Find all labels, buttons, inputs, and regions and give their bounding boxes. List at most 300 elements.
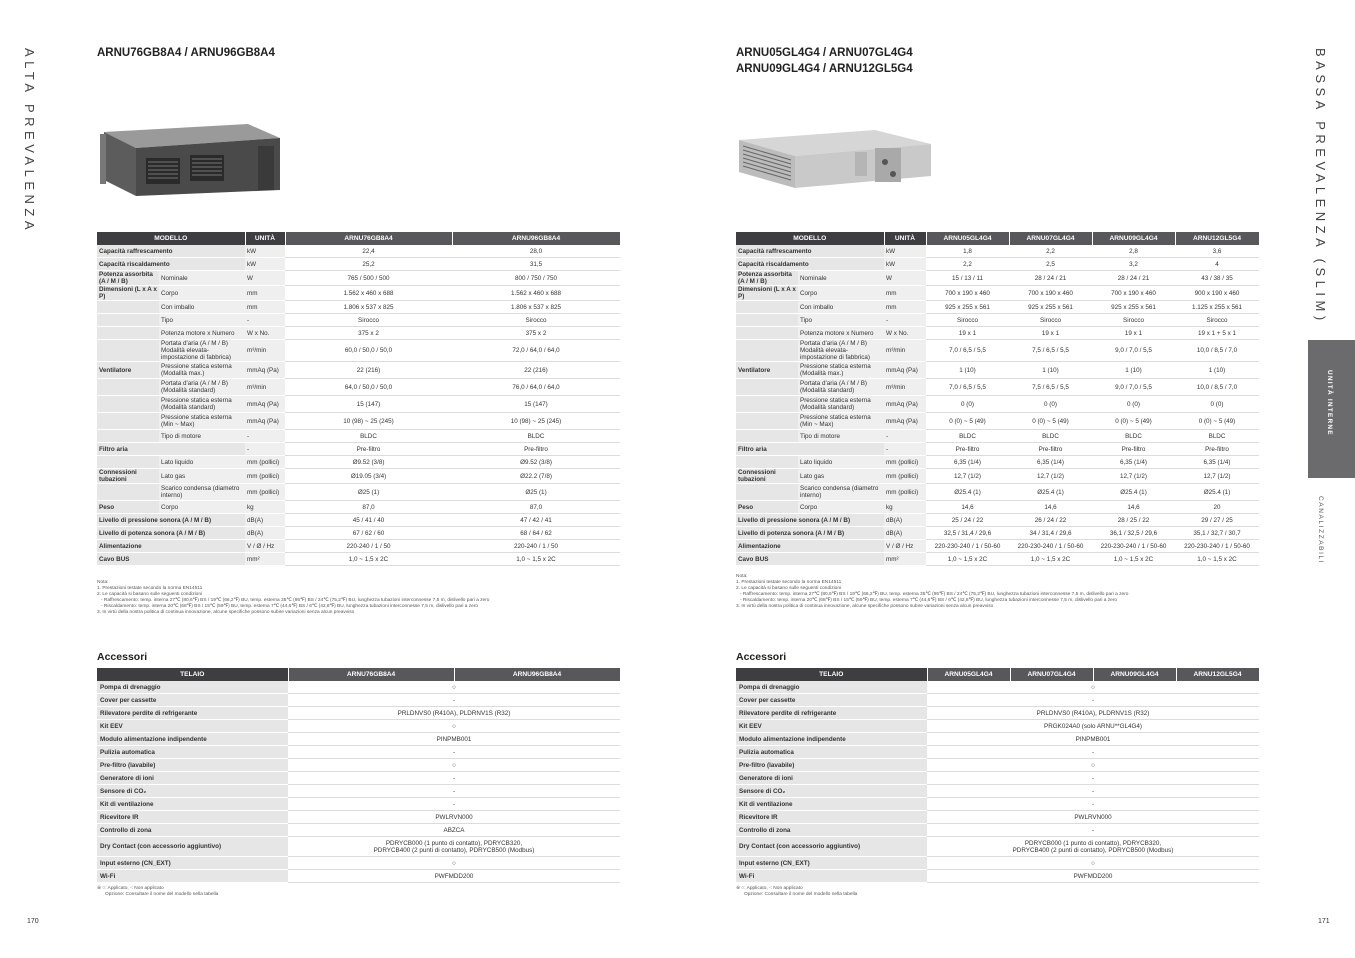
accessory-label: Pulizia automatica	[97, 746, 288, 759]
table-row	[736, 340, 1259, 362]
row-value: 64,0 / 50,0 / 50,0	[285, 379, 452, 396]
page-number-left: 170	[27, 918, 39, 925]
row-unit: m³/min	[884, 379, 926, 396]
row-value: 2,2	[926, 258, 1009, 271]
row-value: Pre-filtro	[452, 443, 620, 456]
row-value: BLDC	[1175, 430, 1259, 443]
table-row	[736, 824, 1259, 837]
accessory-value	[927, 857, 1259, 870]
row-value: 67 / 62 / 60	[285, 527, 452, 540]
row-value: 1,0 ~ 1,5 x 2C	[1009, 553, 1092, 566]
row-label: Alimentazione	[97, 540, 245, 553]
row-value: 1 (10)	[1175, 362, 1259, 379]
table-row	[97, 824, 620, 837]
accessory-label: Modulo alimentazione indipendente	[97, 733, 288, 746]
accessory-label: Kit di ventilazione	[736, 798, 927, 811]
note-line: - Raffrescamento: temp. interna 27℃ (80,6℉) BS / 19℃ (66,2℉) BU, temp. esterna 35℃ (95℉) BS / 24℃ (75,2℉) BU, lunghezza tubazioni interconnesse 7,5 m, dislivello pari a zero	[740, 592, 1129, 597]
accessory-label: Wi-Fi	[97, 870, 288, 883]
accessory-label: Ricevitore IR	[736, 811, 927, 824]
accessory-value	[288, 707, 620, 720]
table-row	[736, 870, 1259, 883]
row-label: Filtro aria	[736, 443, 884, 456]
header-unita: UNITÀ	[245, 232, 285, 245]
header-model: ARNU96GB8A4	[452, 232, 620, 245]
row-unit: mmAq (Pa)	[245, 413, 285, 430]
table-row	[97, 733, 620, 746]
row-value: 1,0 ~ 1,5 x 2C	[285, 553, 452, 566]
row-sublabel: Portata d'aria (A / M / B) Modalità elevata-impostazione di fabbrica)	[159, 340, 245, 362]
header-model: ARNU09GL4G4	[1093, 668, 1176, 681]
header-modello: MODELLO	[736, 232, 884, 245]
accessory-value-line: PWLRVN000	[435, 813, 473, 821]
row-value: 15 (147)	[285, 396, 452, 413]
row-label: Cavo BUS	[736, 553, 884, 566]
accessory-value-line: PDRYCB400 (2 punti di contatto), PDRYCB500 (Modbus)	[1012, 846, 1174, 854]
header-model: ARNU76GB8A4	[285, 232, 452, 245]
row-value: Ø25.4 (1)	[926, 484, 1009, 501]
accessory-value	[927, 772, 1259, 785]
row-label: Connessioni tubazioni	[97, 469, 159, 484]
row-unit: -	[884, 314, 926, 327]
row-label	[736, 301, 798, 314]
row-value: 12,7 (1/2)	[1009, 469, 1092, 484]
accessory-label: Cover per cassette	[736, 694, 927, 707]
row-unit: -	[245, 443, 285, 456]
row-value: 1.806 x 537 x 825	[285, 301, 452, 314]
row-value: 1,0 ~ 1,5 x 2C	[1092, 553, 1175, 566]
accessory-value-line: ABZCA	[443, 826, 465, 834]
row-value: Pre-filtro	[285, 443, 452, 456]
row-value: 6,35 (1/4)	[1092, 456, 1175, 469]
accessory-value	[288, 720, 620, 733]
product-image-right	[735, 122, 935, 198]
row-value: Sirocco	[1092, 314, 1175, 327]
accessory-label: Pre-filtro (lavabile)	[97, 759, 288, 772]
acc-note-line: ※ ○: Applicato, -: Non applicato	[736, 886, 803, 891]
row-value: 220-230-240 / 1 / 50-60	[1175, 540, 1259, 553]
row-value: 28 / 25 / 22	[1092, 514, 1175, 527]
table-row	[736, 837, 1259, 857]
row-label: Livello di pressione sonora (A / M / B)	[97, 514, 245, 527]
accessory-value-line: -	[452, 774, 456, 782]
row-value: 925 x 255 x 561	[1092, 301, 1175, 314]
accessory-value	[927, 785, 1259, 798]
header-model: ARNU76GB8A4	[288, 668, 454, 681]
section-tab-label: UNITÀ INTERNE	[1326, 370, 1333, 436]
row-value: Sirocco	[1009, 314, 1092, 327]
row-label: Cavo BUS	[97, 553, 245, 566]
model-title-right	[736, 45, 913, 77]
row-value: 14,6	[1092, 501, 1175, 514]
row-unit: mm	[245, 286, 285, 301]
accessory-value	[288, 733, 620, 746]
side-title-left: ALTA PREVALENZA	[22, 48, 37, 234]
row-value: 2,5	[1009, 258, 1092, 271]
row-value: 1.125 x 255 x 561	[1175, 301, 1259, 314]
accessori-title-right: Accessori	[736, 651, 787, 663]
table-row	[736, 759, 1259, 772]
table-row	[97, 798, 620, 811]
table-row	[736, 720, 1259, 733]
row-value: 10,0 / 8,5 / 7,0	[1175, 379, 1259, 396]
table-row	[97, 857, 620, 870]
row-sublabel: Con imballo	[159, 301, 245, 314]
row-value: 60,0 / 50,0 / 50,0	[285, 340, 452, 362]
row-value: 29 / 27 / 25	[1175, 514, 1259, 527]
table-row	[97, 469, 620, 484]
accessory-label: Pompa di drenaggio	[736, 681, 927, 694]
row-label: Livello di pressione sonora (A / M / B)	[736, 514, 884, 527]
row-value: 28 / 24 / 21	[1092, 271, 1175, 286]
accessory-label: Dry Contact (con accessorio aggiuntivo)	[97, 837, 288, 857]
header-telaio: TELAIO	[736, 668, 927, 681]
note-line: - Riscaldamento: temp. interna 20℃ (68℉) BS / 15℃ (59℉) BU, temp. esterna 7℃ (44,6℉) BS / 6℃ (42,8℉) BU, lunghezza tubazioni interconnesse 7,5 m, dislivello pari a zero	[101, 604, 479, 609]
table-row	[736, 327, 1259, 340]
row-unit: kg	[884, 501, 926, 514]
table-row	[97, 837, 620, 857]
row-sublabel: Corpo	[798, 286, 884, 301]
row-unit: mm (pollici)	[245, 484, 285, 501]
accessory-value	[927, 759, 1259, 772]
row-value: 1,0 ~ 1,5 x 2C	[452, 553, 620, 566]
row-unit: kg	[245, 501, 285, 514]
row-label	[97, 413, 159, 430]
table-row	[736, 413, 1259, 430]
row-value: 72,0 / 64,0 / 64,0	[452, 340, 620, 362]
model-title-line: ARNU09GL4G4 / ARNU12GL5G4	[736, 63, 913, 75]
acc-note-line: Opzione: Consultare il nome del modello nella tabella	[105, 892, 219, 897]
accessory-label: Modulo alimentazione indipendente	[736, 733, 927, 746]
note-line: Nota:	[736, 574, 748, 579]
row-unit: kW	[884, 245, 926, 258]
table-row	[736, 286, 1259, 301]
row-value: 7,0 / 6,5 / 5,5	[926, 379, 1009, 396]
table-row	[736, 733, 1259, 746]
accessory-label: Pompa di drenaggio	[97, 681, 288, 694]
row-value: Ø25.4 (1)	[1009, 484, 1092, 501]
table-row	[97, 514, 620, 527]
row-unit: mm	[245, 301, 285, 314]
table-row	[97, 456, 620, 469]
row-unit: mm (pollici)	[884, 469, 926, 484]
row-value: 20	[1175, 501, 1259, 514]
row-unit: kW	[245, 245, 285, 258]
row-value: 28 / 24 / 21	[1009, 271, 1092, 286]
note-line: 1. Prestazioni testate secondo la norma EN14511	[736, 580, 842, 585]
row-value: 1 (10)	[1009, 362, 1092, 379]
row-value: 32,5 / 31,4 / 29,6	[926, 527, 1009, 540]
table-row	[97, 501, 620, 514]
row-unit: dB(A)	[245, 527, 285, 540]
accessory-value-line: -	[1091, 800, 1095, 808]
row-sublabel: Potenza motore x Numero	[798, 327, 884, 340]
row-unit: m³/min	[245, 340, 285, 362]
row-sublabel: Pressione statica esterna (Min ~ Max)	[159, 413, 245, 430]
row-value: 15 / 13 / 11	[926, 271, 1009, 286]
table-row	[736, 694, 1259, 707]
row-unit: mmAq (Pa)	[884, 362, 926, 379]
row-value: Pre-filtro	[1175, 443, 1259, 456]
accessory-value	[288, 811, 620, 824]
row-unit: V / Ø / Hz	[245, 540, 285, 553]
row-value: 6,35 (1/4)	[1175, 456, 1259, 469]
row-sublabel: Tipo	[159, 314, 245, 327]
row-value: 26 / 24 / 22	[1009, 514, 1092, 527]
row-sublabel: Tipo di motore	[798, 430, 884, 443]
row-value: 1,0 ~ 1,5 x 2C	[1175, 553, 1259, 566]
row-unit: mm	[884, 286, 926, 301]
header-model: ARNU09GL4G4	[1092, 232, 1175, 245]
accessory-value-line: PDRYCB400 (2 punti di contatto), PDRYCB500 (Modbus)	[373, 846, 535, 854]
row-unit: mmAq (Pa)	[245, 396, 285, 413]
accessory-label: Controllo di zona	[736, 824, 927, 837]
row-value: Ø19.05 (3/4)	[285, 469, 452, 484]
row-label: Capacità riscaldamento	[97, 258, 245, 271]
row-value: BLDC	[285, 430, 452, 443]
accessory-value	[288, 694, 620, 707]
row-sublabel: Lato liquido	[159, 456, 245, 469]
row-value: 19 x 1 + 5 x 1	[1175, 327, 1259, 340]
row-label: Alimentazione	[736, 540, 884, 553]
row-sublabel: Pressione statica esterna (Modalità standard)	[798, 396, 884, 413]
accessory-value-line: -	[1091, 696, 1095, 704]
table-row	[97, 379, 620, 396]
row-value: 3,6	[1175, 245, 1259, 258]
row-value: 12,7 (1/2)	[926, 469, 1009, 484]
header-model: ARNU12GL5G4	[1176, 668, 1259, 681]
row-value: 25 / 24 / 22	[926, 514, 1009, 527]
accessory-value	[288, 785, 620, 798]
note-line: 2. Le capacità si basano sulle seguenti condizioni	[97, 592, 203, 597]
accessory-label: Controllo di zona	[97, 824, 288, 837]
accessory-value	[927, 837, 1259, 857]
row-value: 0 (0) ~ 5 (49)	[1092, 413, 1175, 430]
row-sublabel: Potenza motore x Numero	[159, 327, 245, 340]
table-row	[736, 362, 1259, 379]
accessory-value-line: -	[1091, 826, 1095, 834]
row-value: 4	[1175, 258, 1259, 271]
table-row	[97, 746, 620, 759]
row-value: 43 / 38 / 35	[1175, 271, 1259, 286]
row-value: 45 / 41 / 40	[285, 514, 452, 527]
row-sublabel: Corpo	[159, 286, 245, 301]
table-row	[97, 396, 620, 413]
row-value: 22,4	[285, 245, 452, 258]
accessory-label: Generatore di ioni	[736, 772, 927, 785]
row-value: Sirocco	[1175, 314, 1259, 327]
accessory-label: Input esterno (CN_EXT)	[736, 857, 927, 870]
row-unit: mmAq (Pa)	[884, 396, 926, 413]
row-unit: mm (pollici)	[245, 456, 285, 469]
accessory-label: Ricevitore IR	[97, 811, 288, 824]
row-value: 6,35 (1/4)	[926, 456, 1009, 469]
header-model: ARNU05GL4G4	[927, 668, 1010, 681]
row-value: 87,0	[285, 501, 452, 514]
table-row	[97, 759, 620, 772]
row-unit: mm²	[245, 553, 285, 566]
row-unit: W x No.	[245, 327, 285, 340]
side-title-right: BASSA PREVALENZA (SLIM)	[1313, 48, 1328, 325]
row-label	[736, 327, 798, 340]
table-row	[736, 857, 1259, 870]
note-line: 3. In virtù della nostra politica di continua innovazione, alcune specifiche possono subire variazioni senza alcun preavviso	[97, 610, 355, 615]
accessory-value-line: PWFMDD200	[434, 872, 474, 880]
row-label: Ventilatore	[736, 362, 798, 379]
row-value: 14,6	[1009, 501, 1092, 514]
row-value: 220-240 / 1 / 50	[452, 540, 620, 553]
row-value: 1,8	[926, 245, 1009, 258]
row-unit: -	[884, 430, 926, 443]
row-label: Peso	[97, 501, 159, 514]
header-unita: UNITÀ	[884, 232, 926, 245]
row-value: 7,5 / 6,5 / 5,5	[1009, 340, 1092, 362]
row-sublabel: Nominale	[159, 271, 245, 286]
accessory-label: Kit di ventilazione	[97, 798, 288, 811]
row-sublabel: Corpo	[798, 501, 884, 514]
accessori-title-left: Accessori	[97, 651, 148, 663]
row-value: 10,0 / 8,5 / 7,0	[1175, 340, 1259, 362]
row-sublabel: Nominale	[798, 271, 884, 286]
row-label	[97, 379, 159, 396]
accessory-label: Generatore di ioni	[97, 772, 288, 785]
row-label	[736, 430, 798, 443]
model-title-line: ARNU05GL4G4 / ARNU07GL4G4	[736, 47, 913, 59]
accessory-value-line: PDRYCB000 (1 punto di contatto), PDRYCB320,	[385, 839, 523, 847]
table-row	[97, 870, 620, 883]
row-sublabel: Portata d'aria (A / M / B) Modalità elevata-impostazione di fabbrica)	[798, 340, 884, 362]
row-value: 0 (0) ~ 5 (49)	[1009, 413, 1092, 430]
accessory-label: Rilevatore perdite di refrigerante	[736, 707, 927, 720]
accessory-label: Pre-filtro (lavabile)	[736, 759, 927, 772]
row-sublabel: Lato gas	[159, 469, 245, 484]
accessory-value	[927, 746, 1259, 759]
table-row	[736, 484, 1259, 501]
row-value: 12,7 (1/2)	[1175, 469, 1259, 484]
accessory-value-line: PRLDNVS0 (R410A), PLDRNV1S (R32)	[1036, 709, 1150, 717]
row-value: 9,0 / 7,0 / 5,5	[1092, 379, 1175, 396]
header-model: ARNU96GB8A4	[454, 668, 620, 681]
accessory-label: Dry Contact (con accessorio aggiuntivo)	[736, 837, 927, 857]
accessory-value	[288, 746, 620, 759]
table-row	[736, 469, 1259, 484]
row-value: Ø25 (1)	[285, 484, 452, 501]
row-unit: -	[245, 430, 285, 443]
row-label: Capacità raffrescamento	[736, 245, 884, 258]
row-unit: mm²	[884, 553, 926, 566]
row-value: BLDC	[1092, 430, 1175, 443]
accessory-value	[927, 681, 1259, 694]
note-line: 3. In virtù della nostra politica di continua innovazione, alcune specifiche possono subire variazioni senza alcun preavviso	[736, 604, 994, 609]
row-value: Sirocco	[452, 314, 620, 327]
row-value: 700 x 190 x 460	[926, 286, 1009, 301]
table-row	[97, 681, 620, 694]
table-row	[736, 514, 1259, 527]
header-model: ARNU12GL5G4	[1175, 232, 1259, 245]
accessory-label: Sensore di CO₂	[97, 785, 288, 798]
acc-note-right	[736, 886, 1336, 898]
accessory-value-line: PRGK024A0 (solo ARNU**GL4G4)	[1044, 722, 1142, 730]
row-unit: m³/min	[245, 379, 285, 396]
header-model: ARNU05GL4G4	[926, 232, 1009, 245]
table-row	[97, 811, 620, 824]
row-value: Ø9.52 (3/8)	[285, 456, 452, 469]
table-row	[97, 484, 620, 501]
table-row	[736, 772, 1259, 785]
row-label: Capacità riscaldamento	[736, 258, 884, 271]
accessory-value	[927, 798, 1259, 811]
table-row	[97, 553, 620, 566]
accessory-label: Kit EEV	[97, 720, 288, 733]
table-row	[736, 785, 1259, 798]
row-value: 2,8	[1092, 245, 1175, 258]
accessori-table-left	[97, 668, 621, 883]
table-row	[736, 811, 1259, 824]
row-value: 220-230-240 / 1 / 50-60	[1009, 540, 1092, 553]
row-value: 10 (98) ~ 25 (245)	[285, 413, 452, 430]
accessory-label: Rilevatore perdite di refrigerante	[97, 707, 288, 720]
row-unit: kW	[245, 258, 285, 271]
row-value: BLDC	[452, 430, 620, 443]
row-unit: m³/min	[884, 340, 926, 362]
accessory-value-line: PDRYCB000 (1 punto di contatto), PDRYCB320,	[1024, 839, 1162, 847]
row-value: Ø9.52 (3/8)	[452, 456, 620, 469]
table-row	[97, 694, 620, 707]
row-label	[736, 314, 798, 327]
accessory-label: Sensore di CO₂	[736, 785, 927, 798]
row-label: Livello di potenza sonora (A / M / B)	[736, 527, 884, 540]
table-row	[97, 271, 620, 286]
row-value: 0 (0)	[926, 396, 1009, 413]
row-value: 0 (0)	[1092, 396, 1175, 413]
acc-note-line: Opzione: Consultare il nome del modello nella tabella	[744, 892, 858, 897]
note-line: 1. Prestazioni testate secondo la norma EN14511	[97, 586, 203, 591]
row-value: 220-230-240 / 1 / 50-60	[1092, 540, 1175, 553]
row-value: 6,35 (1/4)	[1009, 456, 1092, 469]
row-unit: mm (pollici)	[884, 456, 926, 469]
row-label: Peso	[736, 501, 798, 514]
row-value: 1,0 ~ 1,5 x 2C	[926, 553, 1009, 566]
table-row	[736, 681, 1259, 694]
model-title-left: ARNU76GB8A4 / ARNU96GB8A4	[97, 47, 275, 59]
row-label: Connessioni tubazioni	[736, 469, 798, 484]
row-label	[736, 456, 798, 469]
row-unit: -	[884, 443, 926, 456]
accessory-value	[288, 798, 620, 811]
row-value: 1.562 x 460 x 688	[452, 286, 620, 301]
row-value: 220-240 / 1 / 50	[285, 540, 452, 553]
table-row	[97, 362, 620, 379]
note-line: - Raffrescamento: temp. interna 27℃ (80,6℉) BS / 19℃ (66,2℉) BU, temp. esterna 35℃ (95℉) BS / 24℃ (75,2℉) BU, lunghezza tubazioni interconnesse 7,5 m, dislivello pari a zero	[101, 598, 490, 603]
accessory-value	[927, 720, 1259, 733]
note-line: - Riscaldamento: temp. interna 20℃ (68℉) BS / 15℃ (59℉) BU, temp. esterna 7℃ (44,6℉) BS / 6℃ (42,8℉) BU, lunghezza tubazioni interconnesse 7,5 m, dislivello pari a zero	[740, 598, 1118, 603]
row-sublabel: Tipo	[798, 314, 884, 327]
accessory-value-line: ○	[1091, 761, 1095, 769]
row-unit: V / Ø / Hz	[884, 540, 926, 553]
accessory-value-line: PINPMB001	[436, 735, 472, 743]
row-value: 10 (98) ~ 25 (245)	[452, 413, 620, 430]
product-image-left	[98, 118, 288, 200]
note-line: 2. Le capacità si basano sulle seguenti condizioni	[736, 586, 842, 591]
acc-note-line: ※ ○: Applicato, -: Non applicato	[97, 886, 164, 891]
row-value: 25,2	[285, 258, 452, 271]
accessory-value-line: -	[1091, 774, 1095, 782]
accessory-label: Input esterno (CN_EXT)	[97, 857, 288, 870]
accessory-value-line: ○	[1091, 683, 1095, 691]
table-row	[97, 527, 620, 540]
section-subtab: CANALIZZABILI	[1317, 496, 1324, 565]
accessory-value	[288, 681, 620, 694]
row-value: 765 / 500 / 500	[285, 271, 452, 286]
